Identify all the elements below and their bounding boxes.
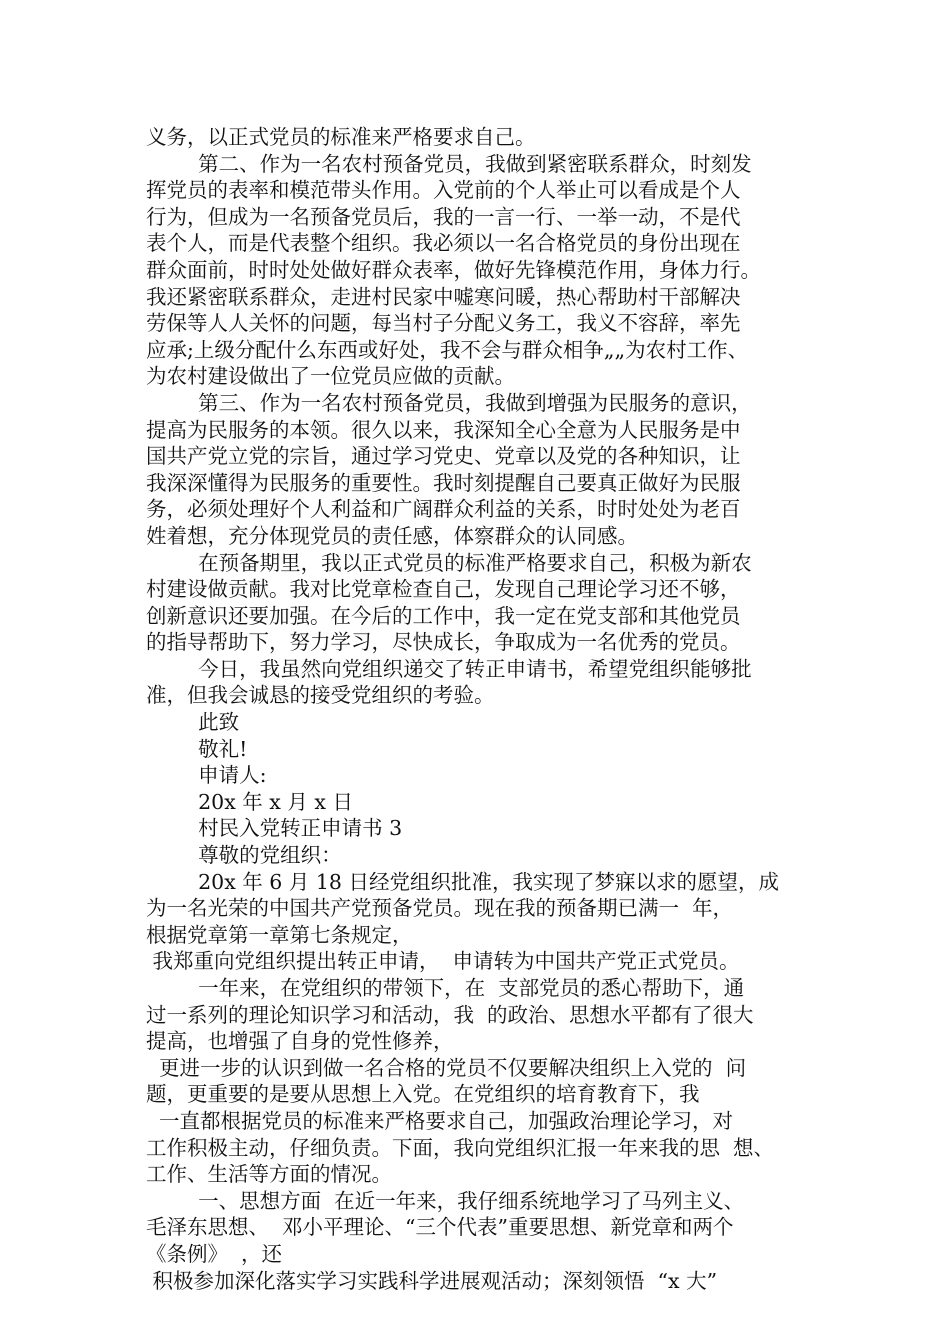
text-line: 姓着想，充分体现党员的责任感，体察群众的认同感。 (146, 523, 638, 548)
applicant-label: 申请人: (146, 763, 267, 788)
text-line: 村建设做贡献。我对比党章检查自己，发现自己理论学习还不够， (146, 577, 741, 602)
section-title: 村民入党转正申请书 3 (146, 816, 403, 841)
text-line: 第二、作为一名农村预备党员，我做到紧密联系群众，时刻发 (146, 151, 752, 176)
closing-regards: 敬礼! (146, 736, 248, 761)
text-line: 准，但我会诚恳的接受党组织的考验。 (146, 683, 495, 708)
text-line: 义务，以正式党员的标准来严格要求自己。 (146, 125, 536, 149)
greeting: 尊敬的党组织： (146, 843, 342, 868)
text-line: 国共产党立党的宗旨，通过学习党史、党章以及党的各种知识，让 (146, 444, 741, 469)
text-line: 挥党员的表率和模范带头作用。入党前的个人举止可以看成是个人 (146, 178, 741, 203)
document-body (146, 124, 826, 1294)
text-line: 我深深懂得为民服务的重要性。我时刻提醒自己要真正做好为民服 (146, 470, 741, 495)
date-line: 20x 年 x 月 x 日 (146, 789, 353, 814)
text-line: 根据党章第一章第七条规定， (146, 922, 413, 947)
text-line: 今日，我虽然向党组织递交了转正申请书，希望党组织能够批 (146, 656, 752, 681)
text-line: 我还紧密联系群众，走进村民家中嘘寒问暖，热心帮助村干部解决 (146, 284, 741, 309)
text-line: 应承;上级分配什么东西或好处，我不会与群众相争„„为农村工作、 (146, 337, 749, 362)
text-line: 毛泽东思想、 邓小平理论、“三个代表”重要思想、新党章和两个 (146, 1215, 734, 1240)
text-line: 一直都根据党员的标准来严格要求自己，加强政治理论学习，对 (146, 1108, 734, 1133)
text-line: 20x 年 6 月 18 日经党组织批准，我实现了梦寐以求的愿望，成 (146, 869, 779, 894)
text-line: 第三、作为一名农村预备党员，我做到增强为民服务的意识， (146, 390, 752, 415)
text-line: 题，更重要的是要从思想上入党。在党组织的培育教育下，我 (146, 1082, 700, 1107)
text-line: 表个人，而是代表整个组织。我必须以一名合格党员的身份出现在 (146, 231, 741, 256)
text-line: 一、思想方面 在近一年来，我仔细系统地学习了马列主义、 (146, 1188, 745, 1213)
text-line: 工作积极主动，仔细负责。下面，我向党组织汇报一年来我的思 想、 (146, 1135, 775, 1160)
text-line: 提高为民服务的本领。很久以来，我深知全心全意为人民服务是中 (146, 417, 741, 442)
text-line: 为农村建设做出了一位党员应做的贡献。 (146, 364, 515, 389)
text-line: 工作、生活等方面的情况。 (146, 1162, 392, 1187)
text-line: 《条例》 ，还 (146, 1241, 283, 1266)
closing-salutation: 此致 (146, 710, 240, 735)
text-line: 为一名光荣的中国共产党预备党员。现在我的预备期已满一 年， (146, 896, 734, 921)
text-line: 积极参加深化落实学习实践科学进展观活动；深刻领悟 “x 大” (146, 1268, 718, 1293)
text-line: 群众面前，时时处处做好群众表率，做好先锋模范作用，身体力行。 (146, 257, 761, 282)
text-line: 务，必须处理好个人利益和广阔群众利益的关系，时时处处为老百 (146, 497, 741, 522)
text-line: 劳保等人人关怀的问题，每当村子分配义务工，我义不容辞，率先 (146, 311, 741, 336)
text-line: 创新意识还要加强。在今后的工作中，我一定在党支部和其他党员 (146, 603, 741, 628)
text-line: 我郑重向党组织提出转正申请， 申请转为中国共产党正式党员。 (146, 949, 740, 974)
text-line: 一年来，在党组织的带领下，在 支部党员的悉心帮助下，通 (146, 976, 745, 1000)
text-line: 过一系列的理论知识学习和活动，我 的政治、思想水平都有了很大 (146, 1002, 754, 1027)
text-line: 的指导帮助下，努力学习，尽快成长，争取成为一名优秀的党员。 (146, 630, 741, 655)
text-line: 提高，也增强了自身的党性修养， (146, 1029, 454, 1054)
text-line: 在预备期里，我以正式党员的标准严格要求自己，积极为新农 (146, 550, 752, 575)
text-line: 行为，但成为一名预备党员后，我的一言一行、一举一动，不是代 (146, 204, 741, 229)
text-line: 更进一步的认识到做一名合格的党员不仅要解决组织上入党的 问 (146, 1055, 747, 1080)
